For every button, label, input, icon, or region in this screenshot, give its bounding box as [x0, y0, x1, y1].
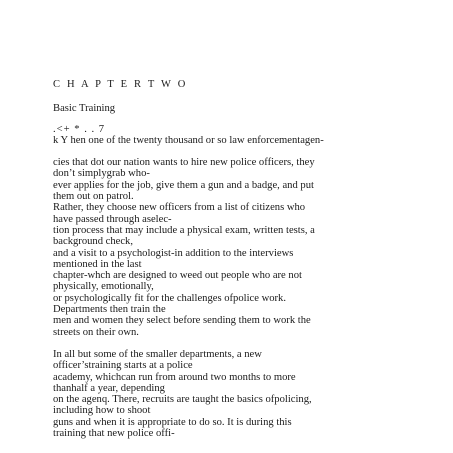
paragraph-opening: [53, 135, 448, 146]
text-line: Departments then train the: [53, 304, 166, 316]
text-line: training that new police offi-: [53, 428, 175, 440]
chapter-heading: C H A P T E R T W O: [53, 79, 188, 90]
text-line: k Y hen one of the twenty thousand or so law enforcementagen-: [53, 134, 324, 146]
text-line: academy, whichcan run from around two months to more: [53, 371, 296, 383]
text-line: cies that dot our nation wants to hire new police officers, they: [53, 157, 315, 169]
text-line: physically, emotionally,: [53, 281, 154, 293]
text-line: or psychologically fit for the challenges ofpolice work.: [53, 292, 286, 304]
text-line: including how to shoot: [53, 405, 151, 417]
text-line: mentioned in the last: [53, 258, 142, 270]
text-line: them out on patrol.: [53, 191, 134, 203]
paragraph-academy: [53, 349, 448, 439]
document-body: [53, 79, 448, 450]
text-line: background check,: [53, 236, 134, 248]
text-line: tion process that may include a physical exam, written tests, a: [53, 224, 315, 236]
text-line: guns and when it is appropriate to do so. It is during this: [53, 416, 292, 428]
text-line: ever applies for the job, give them a gun and a badge, and put: [53, 179, 314, 191]
paragraph-selection: [53, 157, 448, 338]
text-line: chapter-whch are designed to weed out people who are not: [53, 270, 302, 282]
text-line: Rather, they choose new officers from a list of citizens who: [53, 202, 306, 214]
text-line: men and women they select before sending them to work the: [53, 315, 311, 327]
text-line: on the agenq. There, recruits are taught the basics ofpolicing,: [53, 394, 312, 406]
section-title: Basic Training: [53, 103, 116, 115]
text-line: thanhalf a year, depending: [53, 382, 165, 394]
text-line: don’t simplygrab who-: [53, 168, 150, 180]
text-line: and a visit to a psychologist-in addition to the interviews: [53, 247, 294, 259]
scan-noise-line: .<+ * . . 7: [53, 123, 106, 135]
text-line: officer’straining starts at a police: [53, 360, 193, 372]
text-line: streets on their own.: [53, 326, 139, 338]
text-line: In all but some of the smaller departments, a new: [53, 348, 262, 360]
text-line: have passed through aselec-: [53, 213, 172, 225]
